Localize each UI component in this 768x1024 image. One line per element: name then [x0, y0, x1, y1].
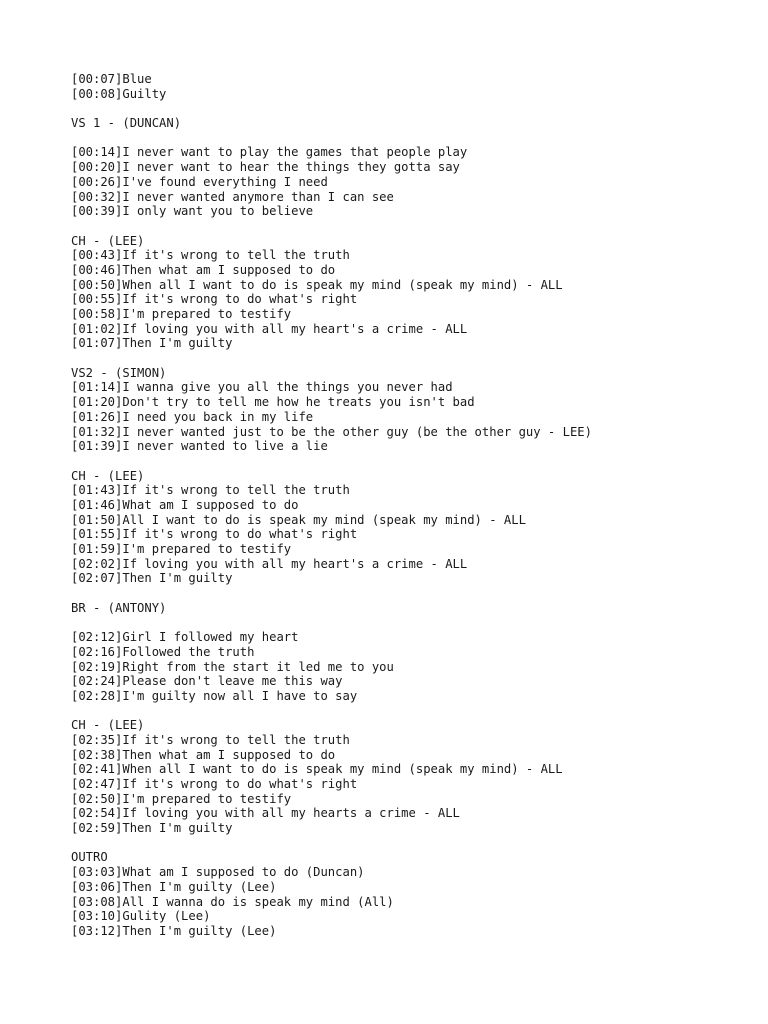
lyric-line: [02:12]Girl I followed my heart: [71, 630, 299, 645]
lyric-line: [01:26]I need you back in my life: [71, 409, 314, 424]
blank-line: [71, 219, 751, 234]
section-heading: CH - (LEE): [71, 233, 145, 248]
lyric-line: [00:46]Then what am I supposed to do: [71, 262, 336, 277]
lyric-line: [02:28]I'm guilty now all I have to say: [71, 688, 358, 703]
lyric-line: [01:20]Don't try to tell me how he treats you isn't bad: [71, 395, 475, 410]
section-heading: CH - (LEE): [71, 468, 145, 483]
lyric-line: [00:58]I'm prepared to testify: [71, 307, 292, 321]
lyric-line: [01:02]If loving you with all my heart's a crime - ALL: [71, 321, 468, 336]
lyric-line: [00:07]Blue: [71, 72, 152, 86]
lyric-line: [00:43]If it's wrong to tell the truth: [71, 248, 350, 263]
lyric-line: [03:12]Then I'm guilty (Lee): [71, 923, 277, 938]
lyric-line: [02:54]If loving you with all my hearts a crime - ALL: [71, 806, 460, 821]
section-heading: OUTRO: [71, 850, 108, 865]
lyric-line: [00:39]I only want you to believe: [71, 204, 314, 219]
lyric-line: [01:14]I wanna give you all the things you never had: [71, 380, 453, 395]
lyric-line: [02:41]When all I want to do is speak my mind (speak my mind) - ALL: [71, 762, 563, 777]
lyric-line: [01:43]If it's wrong to tell the truth: [71, 483, 350, 498]
lyric-line: [01:32]I never wanted just to be the other guy (be the other guy - LEE): [71, 424, 592, 439]
lyric-line: [02:35]If it's wrong to tell the truth: [71, 732, 350, 747]
lyric-line: [02:50]I'm prepared to testify: [71, 791, 292, 806]
lyrics-document: [71, 72, 751, 939]
section-heading: CH - (LEE): [71, 718, 145, 733]
lyric-line: [00:50]When all I want to do is speak my mind (speak my mind) - ALL: [71, 277, 563, 292]
section-heading: BR - (ANTONY): [71, 600, 167, 615]
blank-line: [71, 704, 751, 719]
section-heading: VS 1 - (DUNCAN): [71, 116, 182, 131]
blank-line: [71, 454, 751, 469]
lyric-line: [02:47]If it's wrong to do what's right: [71, 777, 358, 791]
blank-line: [71, 836, 751, 851]
lyric-line: [00:20]I never want to hear the things they gotta say: [71, 160, 460, 175]
lyric-line: [00:08]Guilty: [71, 86, 167, 101]
lyric-line: [01:07]Then I'm guilty: [71, 336, 233, 351]
lyric-line: [00:14]I never want to play the games that people play: [71, 145, 468, 160]
lyric-line: [02:19]Right from the start it led me to you: [71, 659, 394, 674]
lyric-line: [01:59]I'm prepared to testify: [71, 542, 292, 556]
blank-line: [71, 131, 751, 146]
blank-line: [71, 586, 751, 601]
blank-line: [71, 351, 751, 366]
lyric-line: [00:26]I've found everything I need: [71, 174, 328, 189]
lyric-line: [02:07]Then I'm guilty: [71, 571, 233, 586]
lyric-line: [02:02]If loving you with all my heart's a crime - ALL: [71, 556, 468, 571]
lyric-line: [00:32]I never wanted anymore than I can see: [71, 189, 394, 204]
lyric-line: [02:16]Followed the truth: [71, 644, 255, 659]
lyric-line: [01:46]What am I supposed to do: [71, 497, 299, 512]
lyric-line: [02:59]Then I'm guilty: [71, 821, 233, 836]
lyric-line: [03:06]Then I'm guilty (Lee): [71, 879, 277, 894]
lyric-line: [00:55]If it's wrong to do what's right: [71, 292, 358, 307]
lyric-line: [01:55]If it's wrong to do what's right: [71, 527, 358, 542]
lyric-line: [03:08]All I wanna do is speak my mind (All): [71, 894, 394, 909]
lyric-line: [03:10]Gulity (Lee): [71, 909, 211, 924]
blank-line: [71, 101, 751, 116]
lyric-line: [02:24]Please don't leave me this way: [71, 674, 343, 689]
lyric-line: [02:38]Then what am I supposed to do: [71, 747, 336, 762]
lyric-line: [01:39]I never wanted to live a lie: [71, 439, 328, 454]
blank-line: [71, 615, 751, 630]
lyric-line: [03:03]What am I supposed to do (Duncan): [71, 865, 365, 880]
lyric-line: [01:50]All I want to do is speak my mind (speak my mind) - ALL: [71, 512, 526, 527]
section-heading: VS2 - (SIMON): [71, 365, 167, 380]
